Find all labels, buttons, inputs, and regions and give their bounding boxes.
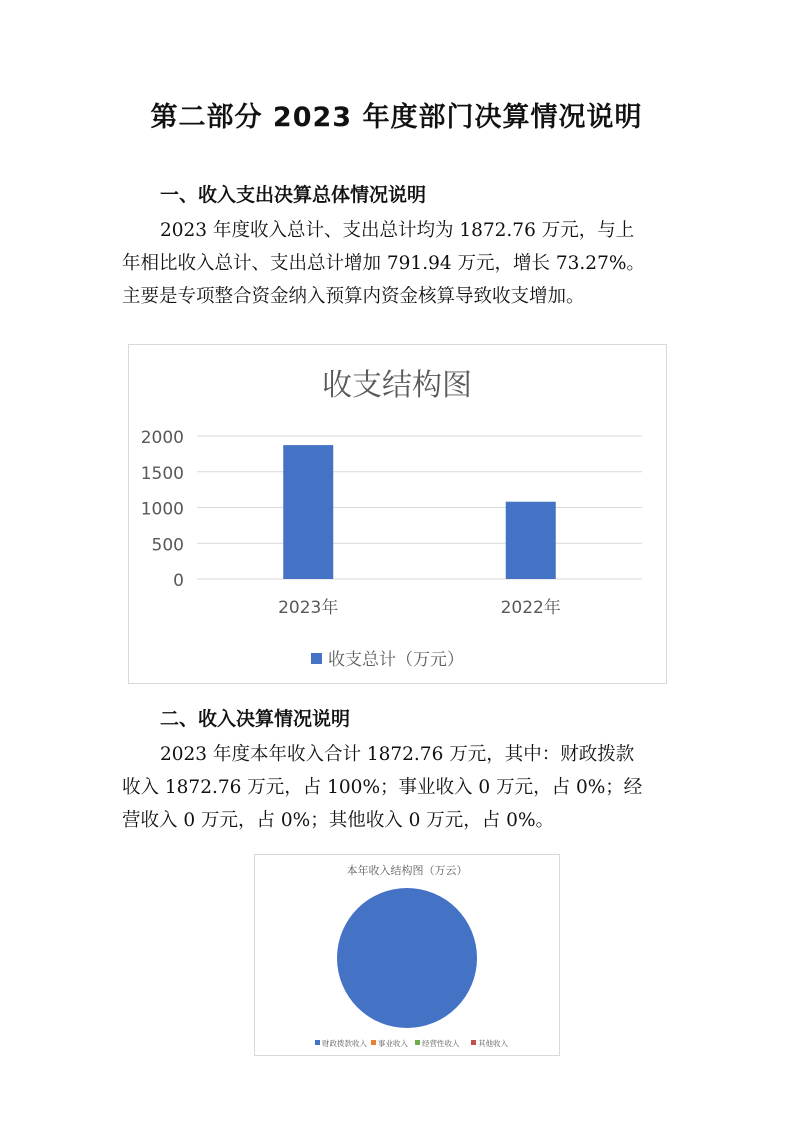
bar-chart-bar bbox=[506, 502, 556, 579]
pie-chart-legend-swatch bbox=[471, 1040, 476, 1045]
pie-chart-frame bbox=[254, 854, 560, 1056]
pie-chart-legend-label: 财政拨款收入 bbox=[322, 1039, 367, 1048]
section2-heading: 二、收入决算情况说明 bbox=[160, 708, 351, 730]
bar-chart-y-tick-label: 1000 bbox=[140, 499, 184, 520]
pie-chart-legend-label: 事业收入 bbox=[378, 1039, 408, 1048]
pie-chart-title: 本年收入结构图（万云） bbox=[346, 864, 468, 877]
section1-line-3: 主要是专项整合资金纳入预算内资金核算导致收支增加。 bbox=[122, 286, 585, 307]
bar-chart-bar bbox=[283, 445, 333, 579]
bar-chart-x-tick-label: 2022年 bbox=[500, 598, 561, 618]
section1-line-1: 2023 年度收入总计、支出总计均为 1872.76 万元，与上 bbox=[160, 220, 635, 241]
section1-heading: 一、收入支出决算总体情况说明 bbox=[160, 184, 427, 206]
section1-paragraph bbox=[122, 214, 677, 313]
section2-line-3: 营收入 0 万元，占 0%；其他收入 0 万元，占 0%。 bbox=[122, 810, 555, 831]
bar-chart-y-tick-label: 2000 bbox=[140, 428, 184, 448]
bar-chart-legend-swatch bbox=[311, 653, 322, 664]
pie-chart-legend-label: 经营性收入 bbox=[422, 1039, 460, 1048]
pie-chart-legend-swatch bbox=[371, 1040, 376, 1045]
bar-chart bbox=[129, 345, 666, 683]
bar-chart-y-tick-label: 0 bbox=[173, 571, 184, 591]
page-title: 第二部分 2023 年度部门决算情况说明 bbox=[150, 102, 643, 133]
pie-chart-slice bbox=[337, 888, 477, 1028]
pie-chart-legend-swatch bbox=[415, 1040, 420, 1045]
section2-line-2: 收入 1872.76 万元，占 100%；事业收入 0 万元，占 0%；经 bbox=[122, 777, 643, 798]
bar-chart-frame bbox=[128, 344, 667, 684]
bar-chart-legend-label: 收支总计（万元） bbox=[328, 650, 464, 670]
bar-chart-y-tick-label: 1500 bbox=[140, 463, 184, 484]
section2-line-1: 2023 年度本年收入合计 1872.76 万元，其中：财政拨款 bbox=[160, 744, 635, 765]
pie-chart bbox=[255, 855, 559, 1055]
pie-chart-legend-swatch bbox=[315, 1040, 320, 1045]
bar-chart-y-tick-label: 500 bbox=[151, 535, 184, 556]
section1-line-2: 年相比收入总计、支出总计增加 791.94 万元，增长 73.27%。 bbox=[122, 253, 645, 274]
bar-chart-x-tick-label: 2023年 bbox=[278, 598, 339, 618]
bar-chart-title: 收支结构图 bbox=[322, 368, 472, 403]
pie-chart-legend-label: 其他收入 bbox=[478, 1039, 508, 1048]
section2-paragraph bbox=[122, 738, 677, 837]
